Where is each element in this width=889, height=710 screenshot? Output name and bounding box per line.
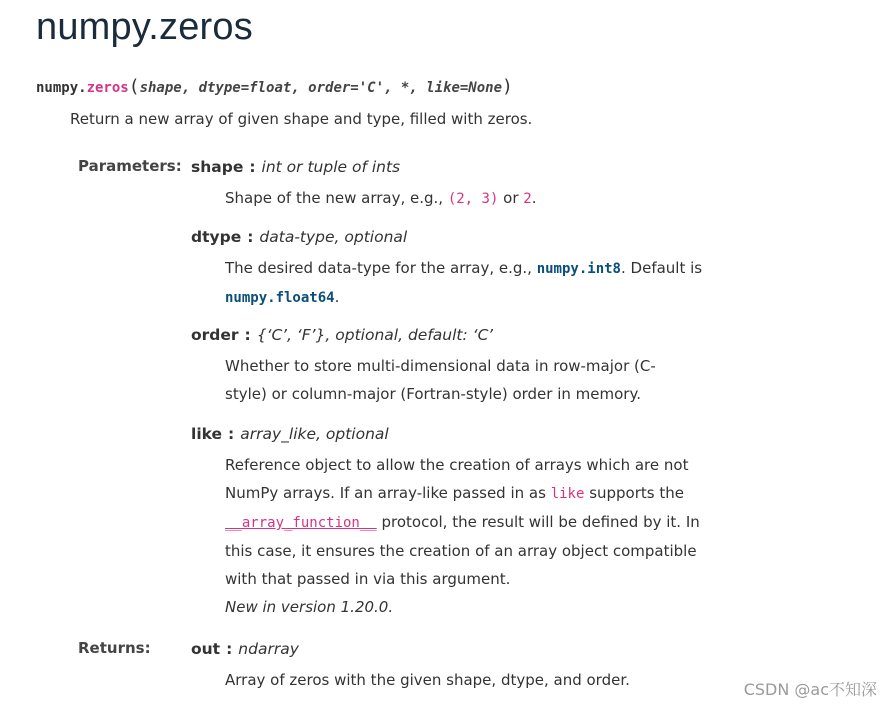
return-name: out (191, 640, 221, 658)
version-note: New in version 1.20.0. (225, 598, 394, 616)
page-title: numpy.zeros (36, 6, 253, 48)
function-signature (36, 76, 513, 97)
code-literal: (2, 3) (447, 191, 499, 207)
param-name: dtype (191, 228, 242, 246)
desc-text: . (334, 288, 340, 306)
signature-open-paren: ( (128, 76, 140, 97)
param-like-header (191, 424, 389, 443)
return-separator: : (226, 640, 233, 658)
desc-text: or (498, 189, 524, 207)
param-shape-header (191, 157, 400, 176)
param-separator: : (244, 326, 251, 344)
return-out-header (191, 639, 299, 658)
parameters-label: Parameters: (78, 157, 182, 175)
numpy-float64-link[interactable]: numpy.float64 (225, 290, 335, 306)
signature-function-name: zeros (86, 80, 129, 96)
desc-text: . Default is (621, 259, 703, 277)
param-separator: : (247, 228, 254, 246)
csdn-watermark: CSDN @ac不知深 (743, 680, 877, 699)
desc-text: The desired data-type for the array, e.g., (225, 259, 537, 277)
desc-text: . (531, 189, 537, 207)
param-like-description (225, 451, 715, 621)
return-description: Array of zeros with the given shape, dtype, and order. (225, 671, 630, 689)
desc-text: supports the (584, 484, 684, 502)
param-separator: : (228, 425, 235, 443)
array-function-link[interactable]: __array_function__ (225, 515, 377, 531)
param-shape-description (225, 184, 715, 213)
param-name: shape (191, 158, 244, 176)
param-order-description: Whether to store multi-dimensional data in row-major (C-style) or column-major (Fortran-style) order in memory. (225, 357, 656, 403)
param-type: array_like, optional (240, 425, 389, 443)
param-dtype-description (225, 254, 715, 312)
param-order-header (191, 325, 493, 344)
returns-label: Returns: (78, 639, 151, 657)
signature-module: numpy. (36, 80, 87, 96)
desc-text: Shape of the new array, e.g., (225, 189, 448, 207)
param-name: order (191, 326, 239, 344)
param-name: like (191, 425, 223, 443)
param-separator: : (249, 158, 256, 176)
desc-text: Reference object to allow the creation of arrays which are not NumPy arrays. If an array-like passed in as (225, 456, 689, 502)
return-type: ndarray (238, 640, 299, 658)
code-literal: 2 (523, 191, 532, 207)
signature-params: shape, dtype=float, order='C', *, like=None (139, 80, 503, 96)
code-literal: like (550, 486, 585, 502)
param-type: int or tuple of ints (261, 158, 401, 176)
signature-close-paren: ) (502, 76, 513, 97)
function-summary: Return a new array of given shape and type, filled with zeros. (70, 110, 533, 128)
param-type: {‘C’, ‘F’}, optional, default: ‘C’ (256, 326, 493, 344)
param-type: data-type, optional (259, 228, 408, 246)
numpy-int8-link[interactable]: numpy.int8 (536, 261, 621, 277)
param-dtype-header (191, 227, 407, 246)
desc-text: protocol, the result will be defined by it. In this case, it ensures the creation of an array object compatible with that passed in via this argument. (225, 513, 700, 588)
